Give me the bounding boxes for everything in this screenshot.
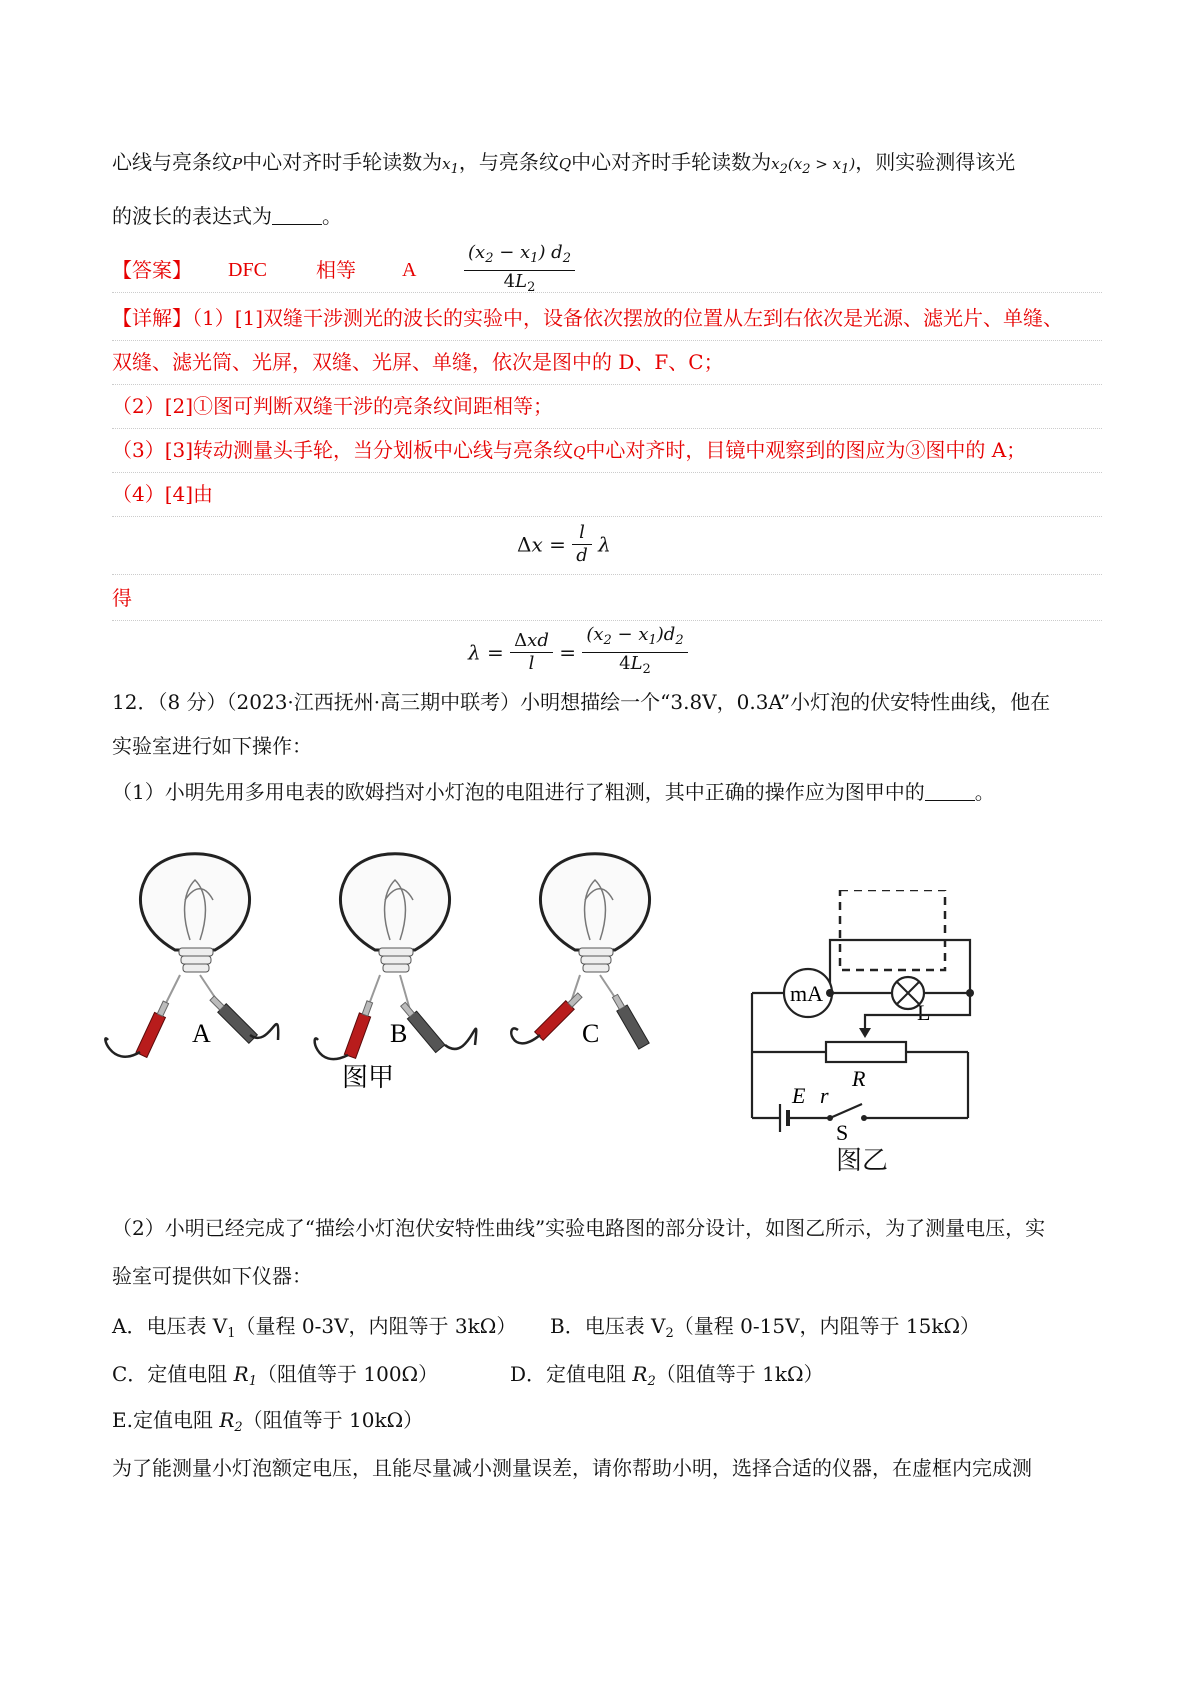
text: （1）小明先用多用电表的欧姆挡对小灯泡的电阻进行了粗测，其中正确的操作应为图甲中的 xyxy=(112,780,925,804)
text: 12．（8 分）（2023·江西抚州·高三期中联考）小明想描绘一个“3.8V，0.3A”小灯泡的伏安特性曲线，他在 xyxy=(112,690,1051,714)
rheostat xyxy=(826,1042,906,1062)
q12-line-2 xyxy=(112,732,1102,760)
equation-lambda: λ = $\frac{\text{Δxd}}{l}$ = $\frac{(x_2 - x_1)d_2}{4L_2}$ xyxy=(468,624,688,681)
text: 中心对齐时，目镜中观察到的图应为③图中的 A； xyxy=(585,438,1027,462)
text: （2）小明已经完成了“描绘小灯泡伏安特性曲线”实验电路图的部分设计，如图乙所示，为了测量电压，实 xyxy=(112,1216,1046,1240)
text: 。 xyxy=(974,780,995,804)
answer-blank xyxy=(925,780,975,801)
answer-1: DFC xyxy=(228,259,267,281)
text: 为了能测量小灯泡额定电压，且能尽量减小测量误差，请你帮助小明，选择合适的仪器，在虚框内完成测 xyxy=(112,1456,1032,1480)
text: （2）[2]①图可判断双缝干涉的亮条纹间距相等； xyxy=(112,394,554,418)
bulb-B xyxy=(315,854,477,1059)
option-D: D．定值电阻 $R_2$（阻值等于 1kΩ） xyxy=(510,1362,824,1389)
option-A: A．电压表 $V_1$（量程 0-3V，内阻等于 3kΩ） xyxy=(112,1314,517,1341)
figure-jia xyxy=(100,840,700,1130)
label-mA: mA xyxy=(790,981,823,1006)
q12-line-6 xyxy=(112,1454,1102,1482)
caption-fig-yi: 图乙 xyxy=(836,1146,889,1176)
detail-line-4 xyxy=(112,436,1102,473)
detail-line-6 xyxy=(112,584,1102,621)
caption-fig-jia: 图甲 xyxy=(342,1063,395,1092)
text-line-1 xyxy=(112,148,1102,184)
options-row-2 xyxy=(112,1360,1102,1396)
equation-2-row xyxy=(112,624,1102,680)
symbol-x2-condition: x2(x2 > x1) xyxy=(771,155,856,177)
text: 双缝、滤光筒、光屏，双缝、光屏、单缝，依次是图中的 D、F、C； xyxy=(112,350,724,374)
option-E: E.定值电阻 $R_2$（阻值等于 10kΩ） xyxy=(112,1408,424,1435)
options-row-3 xyxy=(112,1406,1102,1442)
text: 得 xyxy=(112,586,132,610)
detail-line-3 xyxy=(112,392,1102,429)
symbol-P: P xyxy=(232,155,243,173)
label-A: A xyxy=(192,1019,211,1048)
label-r: r xyxy=(820,1083,829,1108)
answer-2: 相等 xyxy=(316,258,356,282)
label-B: B xyxy=(390,1019,408,1048)
text: 心线与亮条纹 xyxy=(112,150,232,174)
symbol-Q: Q xyxy=(558,155,572,173)
text: 【详解】（1）[1]双缝干涉测光的波长的实验中，设备依次摆放的位置从左到右依次是光源、滤光片、单缝、 xyxy=(112,306,1064,330)
q12-line-3 xyxy=(112,778,1102,806)
label-S: S xyxy=(836,1120,849,1140)
dashed-box xyxy=(840,890,945,970)
text: 中心对齐时手轮读数为 xyxy=(242,150,443,174)
q12-line-1 xyxy=(112,688,1102,716)
switch xyxy=(830,1104,862,1118)
text: 实验室进行如下操作： xyxy=(112,734,312,758)
option-C: C．定值电阻 $R_1$（阻值等于 100Ω） xyxy=(112,1362,439,1389)
answer-label: 【答案】 xyxy=(112,258,192,282)
q12-line-5 xyxy=(112,1262,1102,1290)
label-L: L xyxy=(917,1000,931,1025)
text: （4）[4]由 xyxy=(112,482,214,506)
label-C: C xyxy=(582,1019,600,1048)
bulb-A xyxy=(105,854,278,1058)
detail-line-5 xyxy=(112,480,1102,517)
answer-blank xyxy=(272,204,322,225)
q12-line-4 xyxy=(112,1214,1102,1242)
text: ，与亮条纹 xyxy=(458,150,559,174)
equation-delta-x: Δx = $\frac{l}{d}$ λ xyxy=(517,522,611,566)
answer-line xyxy=(112,242,1102,295)
detail-line-1 xyxy=(112,304,1102,341)
text: 中心对齐时手轮读数为 xyxy=(571,150,772,174)
text-line-2 xyxy=(112,202,1102,230)
option-B: B．电压表 $V_2$（量程 0-15V，内阻等于 15kΩ） xyxy=(550,1314,981,1341)
label-E: E xyxy=(792,1083,806,1108)
text: （3）[3]转动测量头手轮，当分划板中心线与亮条纹 xyxy=(112,438,574,462)
options-row-1 xyxy=(112,1312,1102,1348)
label-R: R xyxy=(852,1066,866,1091)
answer-3: A xyxy=(402,259,417,281)
symbol-x1: x1 xyxy=(442,155,459,177)
symbol-Q: Q xyxy=(573,443,586,461)
detail-line-2 xyxy=(112,348,1102,385)
figure-yi-circuit xyxy=(740,890,1010,1140)
text: 的波长的表达式为 xyxy=(112,204,272,228)
text: 。 xyxy=(322,204,342,228)
answer-4-formula: $\frac{(x_2 - x_1) d_2}{4L_2}$ xyxy=(464,242,575,299)
bulb-C xyxy=(511,854,649,1049)
text: 验室可提供如下仪器： xyxy=(112,1264,312,1288)
text: ，则实验测得该光 xyxy=(855,150,1016,174)
equation-1-row xyxy=(112,522,1102,575)
